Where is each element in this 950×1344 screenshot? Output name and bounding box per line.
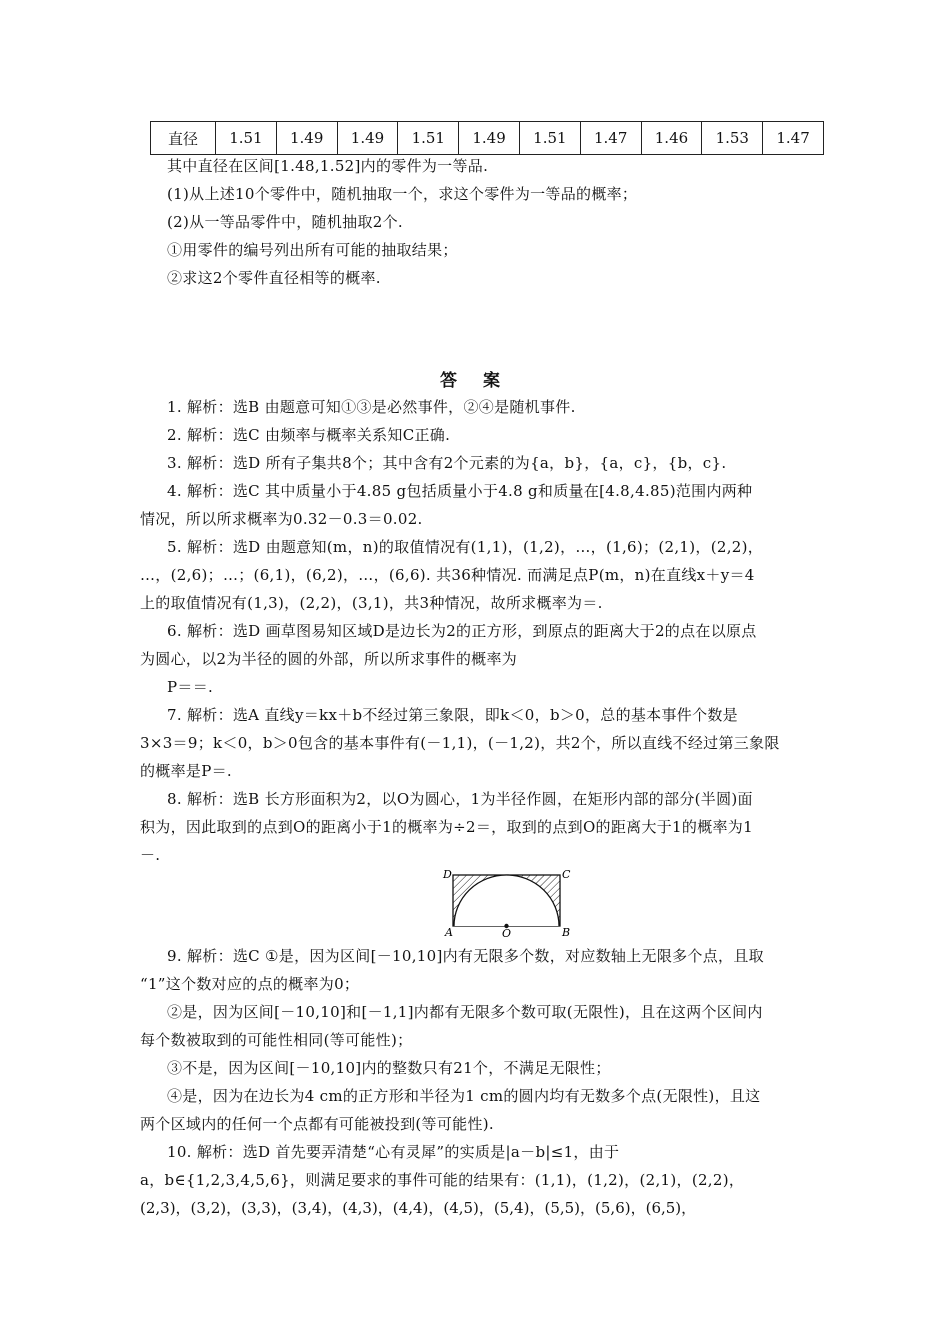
answer-line: 2. 解析：选C 由频率与概率关系知C正确. <box>167 426 451 444</box>
answer-line: 每个数被取到的可能性相同(等可能性)； <box>140 1031 413 1049</box>
table-cell: 1.47 <box>763 122 824 155</box>
answer-line: ③不是，因为区间[－10,10]内的整数只有21个，不满足无限性； <box>167 1059 611 1077</box>
answer-heading: 答 案 <box>440 371 510 391</box>
answer-line: 两个区域内的任何一个点都有可能被投到(等可能性). <box>140 1115 494 1133</box>
table-cell: 1.51 <box>398 122 459 155</box>
answer-line: a，b∈{1,2,3,4,5,6}，则满足要求的事件可能的结果有：(1,1)，(1,2)，(2,1)，(2,2)， <box>140 1171 745 1189</box>
question-line: ②求这2个零件直径相等的概率. <box>167 269 381 287</box>
question-line: (1)从上述10个零件中，随机抽取一个，求这个零件为一等品的概率； <box>167 185 638 203</box>
answer-line: －. <box>140 846 161 864</box>
table-cell: 1.53 <box>702 122 763 155</box>
answer-line: ②是，因为区间[－10,10]和[－1,1]内都有无限多个数可取(无限性)，且在这两个区间内 <box>167 1003 763 1021</box>
answer-line: 情况，所以所求概率为0.32－0.3＝0.02. <box>140 510 423 528</box>
answer-line: P＝＝. <box>167 678 214 696</box>
label-b: B <box>562 926 571 938</box>
label-a: A <box>445 926 453 938</box>
answer-line: ④是，因为在边长为4 cm的正方形和半径为1 cm的圆内均有无数多个点(无限性)，且这 <box>167 1087 761 1105</box>
answer-line: “1”这个数对应的点的概率为0； <box>140 975 360 993</box>
table-cell: 1.46 <box>641 122 702 155</box>
answer-line: 10. 解析：选D 首先要弄清楚“心有灵犀”的实质是|a－b|≤1，由于 <box>167 1143 620 1161</box>
answer-line: 积为，因此取到的点到O的距离小于1的概率为÷2＝，取到的点到O的距离大于1的概率为1 <box>140 818 753 836</box>
answer-line: 上的取值情况有(1,3)，(2,2)，(3,1)，共3种情况，故所求概率为＝. <box>140 594 603 612</box>
label-d: D <box>443 868 452 881</box>
answer-line: 9. 解析：选C ①是，因为区间[－10,10]内有无限多个数，对应数轴上无限多个点，且取 <box>167 947 764 965</box>
rectangle-semicircle-figure <box>440 866 575 938</box>
answer-line: 6. 解析：选D 画草图易知区域D是边长为2的正方形，到原点的距离大于2的点在以原点 <box>167 622 757 640</box>
label-c: C <box>562 868 571 881</box>
answer-line: 3. 解析：选D 所有子集共8个；其中含有2个元素的为{a，b}，{a，c}，{b，c}. <box>167 454 727 472</box>
table-cell: 1.49 <box>276 122 337 155</box>
answer-line: 4. 解析：选C 其中质量小于4.85 g包括质量小于4.8 g和质量在[4.8,4.85)范围内两种 <box>167 482 753 500</box>
question-line: 其中直径在区间[1.48,1.52]内的零件为一等品. <box>167 157 489 175</box>
answer-line: 7. 解析：选A 直线y＝kx＋b不经过第三象限，即k＜0，b＞0，总的基本事件个数是 <box>167 706 738 724</box>
table-cell: 1.49 <box>459 122 520 155</box>
table-header-cell: 直径 <box>151 122 216 155</box>
question-line: ①用零件的编号列出所有可能的抽取结果； <box>167 241 458 259</box>
answer-line: 3×3＝9；k＜0，b＞0包含的基本事件有(－1,1)，(－1,2)，共2个，所以直线不经过第三象限 <box>140 734 780 752</box>
answer-line: 为圆心，以2为半径的圆的外部，所以所求事件的概率为 <box>140 650 518 668</box>
question-line: (2)从一等品零件中，随机抽取2个. <box>167 213 403 231</box>
answer-line: 1. 解析：选B 由题意可知①③是必然事件，②④是随机事件. <box>167 398 576 416</box>
table-cell: 1.49 <box>337 122 398 155</box>
table-cell: 1.47 <box>580 122 641 155</box>
label-o: O <box>502 927 512 938</box>
table-row <box>151 122 824 155</box>
table-cell: 1.51 <box>519 122 580 155</box>
answer-line: 的概率是P＝. <box>140 762 232 780</box>
answer-line: (2,3)，(3,2)，(3,3)，(3,4)，(4,3)，(4,4)，(4,5)，(5,4)，(5,5)，(5,6)，(6,5)， <box>140 1199 697 1217</box>
answer-line: 8. 解析：选B 长方形面积为2，以O为圆心，1为半径作圆，在矩形内部的部分(半圆)面 <box>167 790 753 808</box>
diameter-table <box>150 121 824 155</box>
answer-line: …，(2,6)；…；(6,1)，(6,2)，…，(6,6). 共36种情况. 而满足点P(m，n)在直线x＋y＝4 <box>140 566 755 584</box>
answer-line: 5. 解析：选D 由题意知(m，n)的取值情况有(1,1)，(1,2)，…，(1,6)；(2,1)，(2,2)， <box>167 538 764 556</box>
table-cell: 1.51 <box>216 122 277 155</box>
